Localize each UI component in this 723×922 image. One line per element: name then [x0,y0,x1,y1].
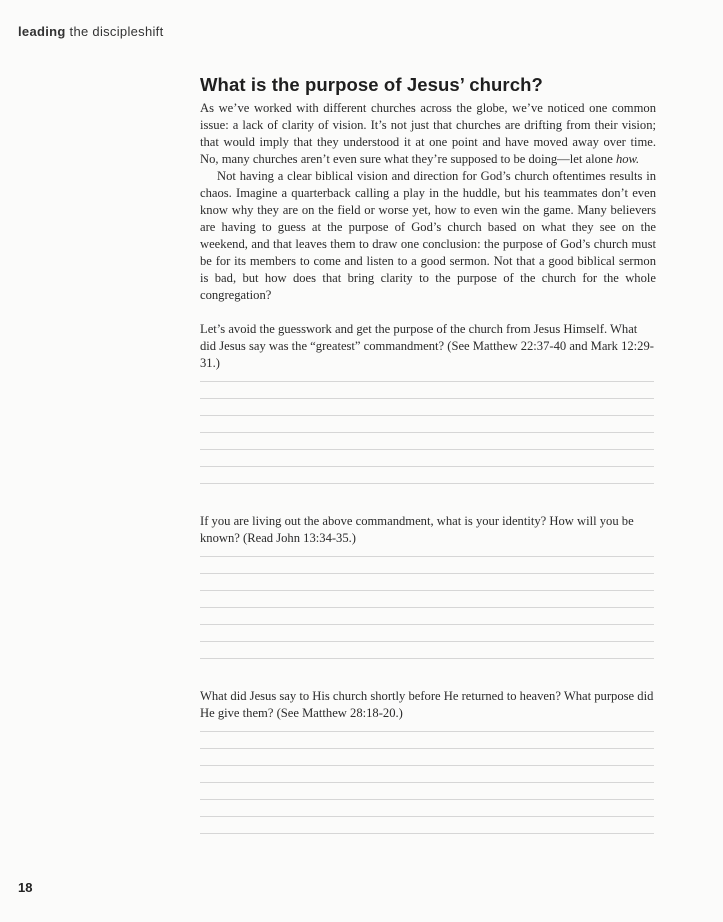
answer-line[interactable] [200,398,654,399]
main-content [200,74,656,850]
answer-line[interactable] [200,765,654,766]
answer-line[interactable] [200,816,654,817]
answer-line[interactable] [200,381,654,382]
intro-paragraph-text: As we’ve worked with different churches across the globe, we’ve noticed one common issue: a lack of clarity of vision. It’s not just that churches are drifting from their vision; that would imply that they understood it at one point and have moved away over time. No, many churches aren’t even sure what they’re supposed to be doing—let alone [200,101,656,166]
intro-paragraph [200,100,656,168]
answer-line[interactable] [200,799,654,800]
answer-line[interactable] [200,483,654,484]
answer-line[interactable] [200,415,654,416]
section-title: What is the purpose of Jesus’ church? [200,74,543,95]
answer-line[interactable] [200,466,654,467]
page-number: 18 [18,880,33,895]
running-header-book-rest: the discipleshift [69,24,164,39]
answer-lines-2[interactable] [200,556,656,659]
answer-line[interactable] [200,556,654,557]
answer-line[interactable] [200,432,654,433]
answer-line[interactable] [200,833,654,834]
answer-line[interactable] [200,449,654,450]
answer-lines-1[interactable] [200,381,656,484]
body-paragraph: Not having a clear biblical vision and direction for God’s church oftentimes results in chaos. Imagine a quarterback calling a play in the huddle, but his teammates don’t even know why they are on the field or worse yet, how to even win the game. Many believers are having to guess at the purpose of God’s church based on what they see on the weekend, and that leaves them to draw one conclusion: the purpose of God’s church must be for its members to come and listen to a good sermon. Not that a good biblical sermon is bad, but how does that bring clarity to the purpose of the church for the whole congregation? [200,169,656,302]
answer-line[interactable] [200,624,654,625]
answer-line[interactable] [200,748,654,749]
answer-line[interactable] [200,641,654,642]
question-2: If you are living out the above commandment, what is your identity? How will you be known? (Read John 13:34-35.) [200,514,634,545]
answer-line[interactable] [200,590,654,591]
running-header [18,24,164,39]
answer-line[interactable] [200,607,654,608]
intro-paragraph-italic: how. [615,152,640,166]
answer-lines-3[interactable] [200,731,656,834]
running-header-book-bold: leading [18,24,66,39]
answer-line[interactable] [200,658,654,659]
answer-line[interactable] [200,782,654,783]
question-3: What did Jesus say to His church shortly before He returned to heaven? What purpose did He give them? (See Matthew 28:18-20.) [200,689,654,720]
answer-line[interactable] [200,731,654,732]
question-1: Let’s avoid the guesswork and get the purpose of the church from Jesus Himself. What did Jesus say was the “greatest” commandment? (See Matthew 22:37-40 and Mark 12:29-31.) [200,322,654,370]
answer-line[interactable] [200,573,654,574]
